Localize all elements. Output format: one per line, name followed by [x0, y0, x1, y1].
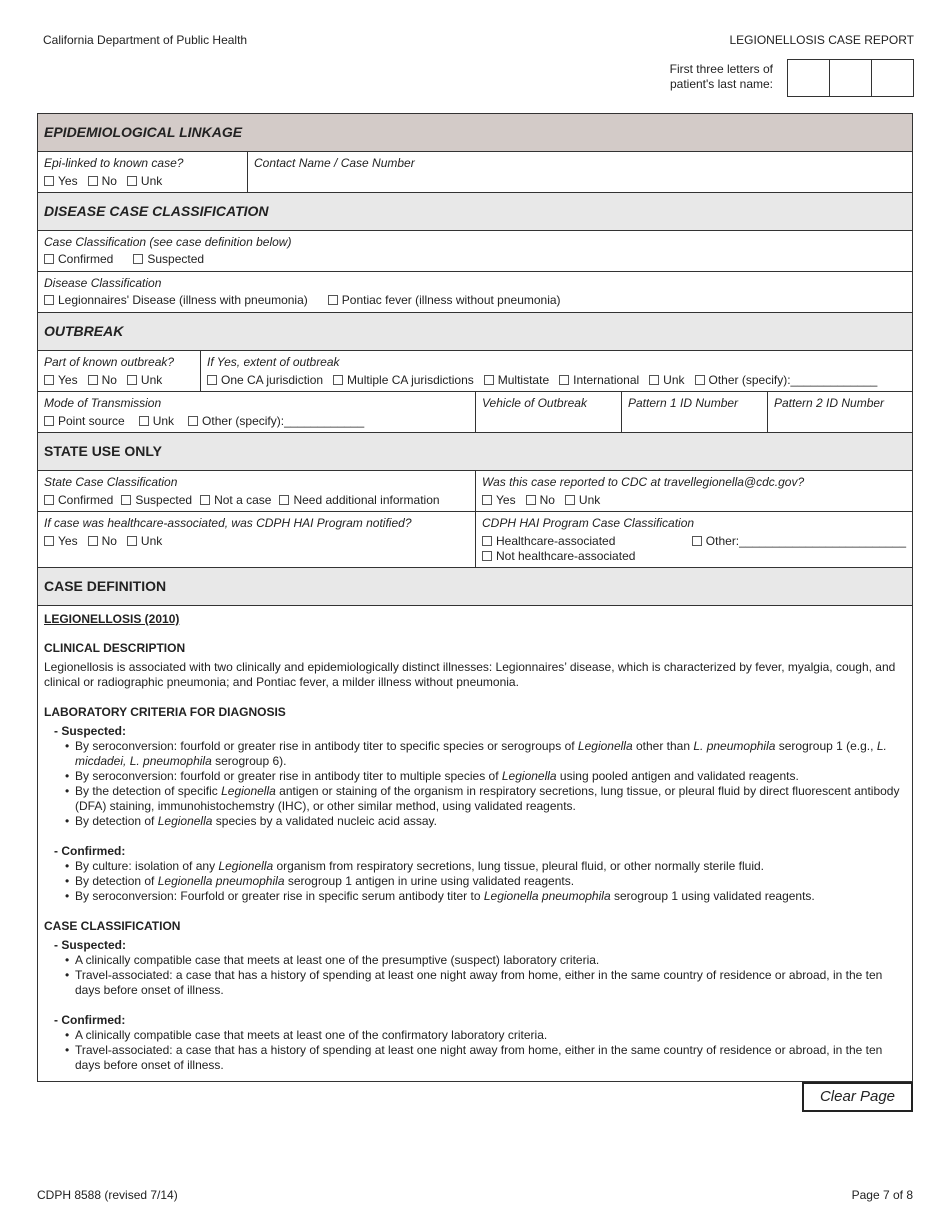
contact-cell[interactable]	[248, 152, 912, 192]
epi-linked-cell	[38, 152, 248, 192]
contact-label: Contact Name / Case Number	[254, 156, 415, 170]
checkbox-icon	[88, 375, 98, 385]
hai-row	[38, 512, 912, 568]
mode-option[interactable]	[139, 414, 174, 429]
case-report-form	[37, 113, 913, 1082]
pattern1-cell[interactable]	[622, 392, 768, 432]
outbreak-part-label: Part of known outbreak?	[44, 355, 175, 369]
outbreak-extent-cell	[201, 351, 912, 391]
lab-confirmed-list	[44, 859, 906, 904]
hai-class-healthcare-option[interactable]	[482, 534, 615, 549]
outbreak-extent-option[interactable]	[333, 373, 474, 388]
checkbox-icon	[482, 495, 492, 505]
checkbox-icon	[44, 536, 54, 546]
checkbox-icon	[88, 176, 98, 186]
class-suspected-list	[44, 953, 906, 998]
checkbox-icon	[649, 375, 659, 385]
checkbox-icon	[484, 375, 494, 385]
disease-class-option-text: Legionnaires' Disease (illness with pneumonia)	[58, 293, 308, 307]
case-class-option-text: Suspected	[147, 252, 205, 266]
list-item: • By seroconversion: fourfold or greater rise in antibody titer to specific species or serogroups of Legionella other than L. pneumophila serogroup 1 (e.g., L. micdadei, L. pneumophila serogroup 6).	[44, 739, 906, 769]
cdc-option-text: Yes	[496, 493, 516, 507]
clinical-text: Legionellosis is associated with two clinically and epidemiologically distinct illnesses: Legionnaires’ disease, which is characterized by fever, myalgia, cough, and clinical or radiographic pneumonia; and Pontiac fever, a milder illness without pneumonia.	[44, 660, 896, 689]
outbreak-extent-option[interactable]	[559, 373, 639, 388]
list-item: • Travel-associated: a case that has a history of spending at least one night away from home, either in the same country of residence or abroad, in the ten days before onset of illness.	[44, 968, 906, 998]
lab-confirmed-label: - Confirmed:	[54, 844, 126, 858]
state-class-options	[44, 493, 469, 508]
section-epi-linkage: EPIDEMIOLOGICAL LINKAGE	[38, 114, 912, 152]
outbreak-extent-option[interactable]	[695, 373, 878, 388]
state-class-label: State Case Classification	[44, 475, 178, 489]
list-item: • By the detection of specific Legionella antigen or staining of the organism in respiratory secretions, lung tissue, or pleural fluid by direct fluorescent antibody (DFA) staining, immunohistochemstry (IHC), or other similar method, using validated reagents.	[44, 784, 906, 814]
pattern2-label: Pattern 2 ID Number	[774, 396, 885, 410]
hai-class-not-healthcare-option[interactable]	[482, 549, 635, 563]
mode-option-text: Other (specify):____________	[202, 414, 365, 428]
checkbox-icon	[200, 495, 210, 505]
checkbox-icon	[695, 375, 705, 385]
outbreak-part-option-text: Unk	[140, 373, 163, 387]
lastname-label-line1: First three letters of	[669, 62, 773, 76]
epi-linked-option-text: Yes	[58, 174, 78, 188]
definition-title: LEGIONELLOSIS (2010)	[44, 612, 180, 626]
hai-notified-option[interactable]	[127, 534, 162, 549]
list-item: • By culture: isolation of any Legionella organism from respiratory secretions, lung tissue, pleural fluid, or other normally sterile fluid.	[44, 859, 906, 874]
hai-notified-label: If case was healthcare-associated, was CDPH HAI Program notified?	[44, 516, 412, 530]
checkbox-icon	[44, 416, 54, 426]
checkbox-icon	[207, 375, 217, 385]
mode-option-text: Unk	[152, 414, 175, 428]
class-confirmed-label: - Confirmed:	[54, 1013, 126, 1027]
hai-class-label: CDPH HAI Program Case Classification	[482, 516, 695, 530]
checkbox-icon	[139, 416, 149, 426]
class-suspected-label: - Suspected:	[54, 938, 127, 952]
checkbox-icon	[328, 295, 338, 305]
case-class-options	[44, 252, 906, 267]
disease-class-option-text: Pontiac fever (illness without pneumonia)	[341, 293, 561, 307]
checkbox-icon	[88, 536, 98, 546]
state-class-option-text: Suspected	[135, 493, 193, 507]
vehicle-cell[interactable]	[476, 392, 622, 432]
outbreak-part-option[interactable]	[44, 373, 78, 388]
report-title: LEGIONELLOSIS CASE REPORT	[729, 33, 914, 47]
cdc-option[interactable]	[482, 493, 516, 508]
list-item: • A clinically compatible case that meets at least one of the confirmatory laboratory criteria.	[44, 1028, 906, 1043]
checkbox-icon	[127, 375, 137, 385]
checkbox-icon	[127, 536, 137, 546]
section-case-definition: CASE DEFINITION	[38, 568, 912, 606]
vehicle-label: Vehicle of Outbreak	[482, 396, 587, 410]
hai-notified-options	[44, 534, 469, 549]
state-class-option[interactable]	[200, 493, 271, 508]
agency-name: California Department of Public Health	[43, 33, 248, 47]
outbreak-extent-option-text: International	[573, 373, 640, 387]
checkbox-icon	[44, 254, 54, 264]
outbreak-extent-option[interactable]	[207, 373, 323, 388]
mode-option-text: Point source	[58, 414, 125, 428]
mode-option[interactable]	[44, 414, 125, 429]
checkbox-icon	[482, 536, 492, 546]
checkbox-icon	[127, 176, 137, 186]
lastname-label-line2: patient's last name:	[669, 77, 773, 91]
hai-class-not-healthcare-text: Not healthcare-associated	[496, 549, 636, 563]
cdc-label: Was this case reported to CDC at travellegionella@cdc.gov?	[482, 475, 805, 489]
lastname-letter-3-input[interactable]	[871, 59, 914, 97]
outbreak-part-row	[38, 351, 912, 392]
checkbox-icon	[565, 495, 575, 505]
checkbox-icon	[121, 495, 131, 505]
epi-linked-option-text: Unk	[140, 174, 163, 188]
hai-class-other-text: Other:_________________________	[705, 534, 906, 548]
lastname-letter-2-input[interactable]	[829, 59, 872, 97]
mode-label: Mode of Transmission	[44, 396, 162, 410]
lastname-letter-1-input[interactable]	[787, 59, 830, 97]
section-disease-classification: DISEASE CASE CLASSIFICATION	[38, 193, 912, 231]
outbreak-extent-option-text: One CA jurisdiction	[221, 373, 324, 387]
class-heading: CASE CLASSIFICATION	[44, 919, 181, 933]
clinical-heading: CLINICAL DESCRIPTION	[44, 641, 186, 655]
outbreak-mode-row	[38, 392, 912, 433]
cdc-option-text: No	[539, 493, 555, 507]
disease-class-row	[38, 272, 912, 313]
outbreak-extent-option-text: Unk	[663, 373, 685, 387]
list-item: • By seroconversion: Fourfold or greater rise in specific serum antibody titer to Legionella pneumophila serogroup 1 using validated reagents.	[44, 889, 906, 904]
checkbox-icon	[188, 416, 198, 426]
outbreak-part-options	[44, 373, 194, 388]
section-outbreak: OUTBREAK	[38, 313, 912, 351]
case-class-row	[38, 231, 912, 272]
outbreak-part-option[interactable]	[127, 373, 162, 388]
page-number: Page 7 of 8	[851, 1188, 913, 1202]
mode-option[interactable]	[188, 414, 364, 429]
outbreak-extent-option-text: Other (specify):_____________	[708, 373, 878, 387]
disease-class-cell	[38, 272, 912, 312]
epi-linked-option[interactable]	[44, 174, 78, 189]
outbreak-extent-option[interactable]	[649, 373, 684, 388]
state-class-row	[38, 471, 912, 512]
case-definition-body	[38, 606, 912, 1081]
epi-linked-label: Epi-linked to known case?	[44, 156, 184, 170]
lab-heading: LABORATORY CRITERIA FOR DIAGNOSIS	[44, 705, 286, 719]
list-item: • A clinically compatible case that meets at least one of the presumptive (suspect) laboratory criteria.	[44, 953, 906, 968]
checkbox-icon	[44, 495, 54, 505]
form-id: CDPH 8588 (revised 7/14)	[37, 1188, 178, 1202]
checkbox-icon	[482, 551, 492, 561]
list-item: • Travel-associated: a case that has a history of spending at least one night away from home, either in the same country of residence or abroad, in the ten days before onset of illness.	[44, 1043, 906, 1073]
checkbox-icon	[279, 495, 289, 505]
cdc-option-text: Unk	[578, 493, 601, 507]
hai-class-other-option[interactable]	[692, 534, 906, 549]
pattern1-label: Pattern 1 ID Number	[628, 396, 739, 410]
state-class-option-text: Need additional information	[293, 493, 440, 507]
list-item: • By detection of Legionella pneumophila serogroup 1 antigen in urine using validated reagents.	[44, 874, 906, 889]
hai-class-options-row1	[482, 534, 906, 549]
checkbox-icon	[44, 295, 54, 305]
checkbox-icon	[44, 176, 54, 186]
outbreak-extent-label: If Yes, extent of outbreak	[207, 355, 340, 369]
epi-linked-option[interactable]	[127, 174, 162, 189]
hai-class-healthcare-text: Healthcare-associated	[496, 534, 616, 548]
epi-linked-option-text: No	[101, 174, 117, 188]
checkbox-icon	[333, 375, 343, 385]
hai-notified-option-text: No	[101, 534, 117, 548]
outbreak-part-cell	[38, 351, 201, 391]
cdc-option[interactable]	[526, 493, 555, 508]
hai-notified-option-text: Yes	[58, 534, 78, 548]
case-class-cell	[38, 231, 912, 271]
cdc-cell	[476, 471, 912, 511]
list-item: • By seroconversion: fourfold or greater rise in antibody titer to multiple species of Legionella using pooled antigen and validated reagents.	[44, 769, 906, 784]
hai-notified-option[interactable]	[88, 534, 117, 549]
hai-notified-option-text: Unk	[140, 534, 163, 548]
checkbox-icon	[133, 254, 143, 264]
disease-class-option[interactable]	[44, 293, 308, 308]
hai-class-options-row2	[482, 549, 906, 564]
checkbox-icon	[44, 375, 54, 385]
epi-row	[38, 152, 912, 193]
state-class-option-text: Confirmed	[58, 493, 114, 507]
checkbox-icon	[526, 495, 536, 505]
disease-class-option[interactable]	[328, 293, 561, 308]
cdc-options	[482, 493, 906, 508]
clear-page-button[interactable]: Clear Page	[802, 1082, 913, 1112]
outbreak-extent-options	[207, 373, 906, 388]
state-class-option[interactable]	[279, 493, 439, 508]
outbreak-part-option-text: Yes	[58, 373, 78, 387]
hai-class-cell	[476, 512, 912, 567]
checkbox-icon	[559, 375, 569, 385]
lastname-boxes	[787, 59, 914, 97]
case-class-label: Case Classification (see case definition below)	[44, 235, 292, 249]
epi-linked-options	[44, 174, 241, 189]
state-class-option[interactable]	[121, 493, 192, 508]
lab-suspected-label: - Suspected:	[54, 724, 127, 738]
section-state-use: STATE USE ONLY	[38, 433, 912, 471]
case-class-option-text: Confirmed	[58, 252, 114, 266]
mode-options	[44, 414, 469, 429]
state-class-cell	[38, 471, 476, 511]
outbreak-part-option[interactable]	[88, 373, 117, 388]
hai-notified-option[interactable]	[44, 534, 78, 549]
cdc-option[interactable]	[565, 493, 600, 508]
disease-class-label: Disease Classification	[44, 276, 162, 290]
outbreak-extent-option-text: Multistate	[497, 373, 550, 387]
lastname-label	[640, 62, 773, 92]
epi-linked-option[interactable]	[88, 174, 117, 189]
pattern2-cell[interactable]	[768, 392, 912, 432]
state-class-option-text: Not a case	[214, 493, 272, 507]
checkbox-icon	[692, 536, 702, 546]
case-class-option[interactable]	[133, 252, 204, 267]
hai-notified-cell	[38, 512, 476, 567]
class-confirmed-list	[44, 1028, 906, 1073]
outbreak-extent-option[interactable]	[484, 373, 549, 388]
outbreak-extent-option-text: Multiple CA jurisdictions	[347, 373, 474, 387]
outbreak-part-option-text: No	[101, 373, 117, 387]
lab-suspected-list	[44, 739, 906, 829]
mode-cell	[38, 392, 476, 432]
list-item: • By detection of Legionella species by a validated nucleic acid assay.	[44, 814, 906, 829]
case-class-option[interactable]	[44, 252, 113, 267]
state-class-option[interactable]	[44, 493, 113, 508]
disease-class-options	[44, 293, 906, 308]
